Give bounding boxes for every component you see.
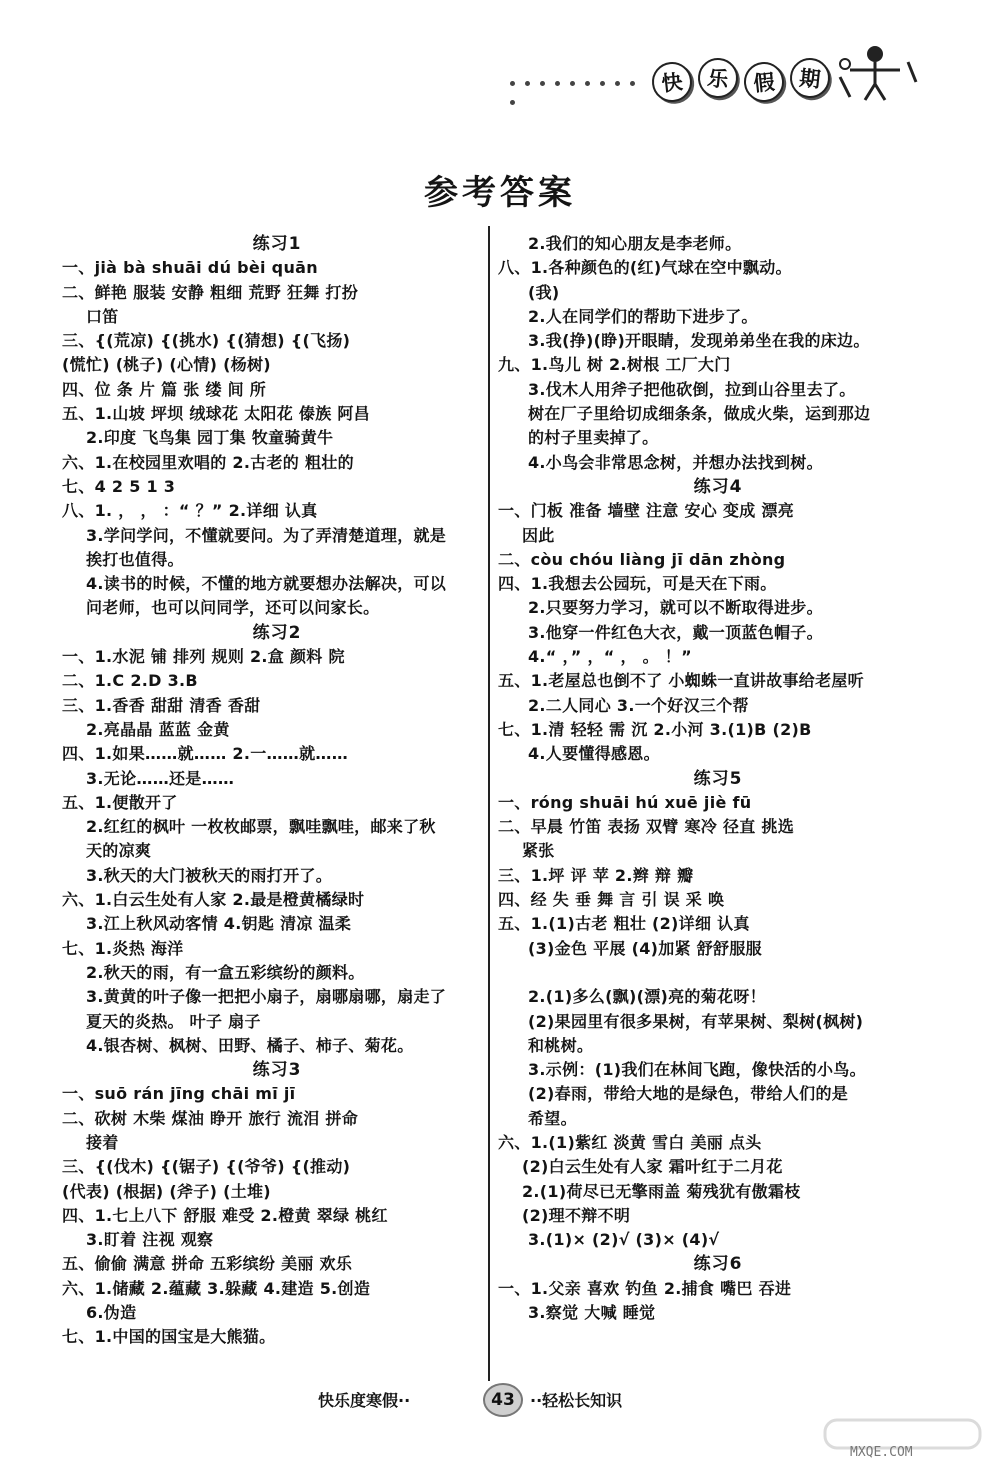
answer-line: (2)理不辩不明 bbox=[522, 1205, 631, 1225]
answer-line: 3.秋天的大门被秋天的雨打开了。 bbox=[86, 865, 333, 885]
answer-line: 五、1.便散开了 bbox=[62, 792, 178, 812]
answer-line: 2.只要努力学习，就可以不断取得进步。 bbox=[528, 598, 823, 618]
answer-line: 2.印度 飞鸟集 园丁集 牧童骑黄牛 bbox=[86, 428, 334, 448]
answer-line: 七、1.清 轻轻 需 沉 2.小河 3.(1)B (2)B bbox=[498, 719, 812, 739]
answer-line: 6.伪造 bbox=[86, 1303, 137, 1323]
answer-line: 夏天的炎热。 叶子 扇子 bbox=[86, 1011, 261, 1031]
answer-line: 3.盯着 注视 观察 bbox=[86, 1230, 214, 1250]
answer-line: 4.读书的时候，不懂的地方就要想办法解决，可以 bbox=[86, 574, 447, 594]
answer-line: 2.我们的知心朋友是李老师。 bbox=[528, 234, 742, 253]
answer-line: (慌忙) (桃子) (心情) (杨树) bbox=[62, 355, 271, 375]
answer-line: 问老师，也可以问同学，还可以问家长。 bbox=[86, 598, 380, 618]
answer-line: 和桃树。 bbox=[528, 1035, 594, 1055]
answer-line: 紧张 bbox=[522, 841, 555, 861]
section-heading: 练习2 bbox=[252, 622, 302, 643]
answer-line: 五、偷偷 满意 拼命 五彩缤纷 美丽 欢乐 bbox=[62, 1254, 353, 1274]
answer-line: 六、1.储藏 2.蕴藏 3.躲藏 4.建造 5.创造 bbox=[62, 1278, 371, 1298]
footer-left-text: 快乐度寒假·· bbox=[318, 1391, 411, 1410]
answer-line: 4.人要懂得感恩。 bbox=[528, 744, 660, 764]
answer-line: 2.人在同学们的帮助下进步了。 bbox=[528, 306, 758, 326]
answer-line: 四、1.如果……就…… 2.一……就…… bbox=[62, 744, 348, 764]
answer-line: 3.学问学问，不懂就要问。为了弄清楚道理，就是 bbox=[86, 525, 447, 545]
answer-line: 五、1.(1)古老 粗壮 (2)详细 认真 bbox=[498, 914, 750, 934]
answer-line: 天的凉爽 bbox=[86, 841, 152, 861]
answer-line: 因此 bbox=[522, 525, 555, 545]
answer-line: 3.伐木人用斧子把他砍倒，拉到山谷里去了。 bbox=[528, 379, 856, 399]
answer-line: 一、1.父亲 喜欢 钓鱼 2.捕食 嘴巴 吞进 bbox=[498, 1278, 792, 1298]
header-title bbox=[652, 60, 830, 102]
answer-line: 2.秋天的雨，有一盒五彩缤纷的颜料。 bbox=[86, 962, 365, 982]
answer-line: 3.(1)× (2)√ (3)× (4)√ bbox=[528, 1230, 720, 1250]
answer-line: 3.我(挣)(睁)开眼睛，发现弟弟坐在我的床边。 bbox=[528, 331, 870, 351]
watermark-text: MXQE.COM bbox=[850, 1445, 913, 1460]
answer-line: 4.银杏树、枫树、田野、橘子、柿子、菊花。 bbox=[86, 1035, 414, 1055]
answer-line: 接着 bbox=[86, 1132, 119, 1152]
page-title: 参考答案 bbox=[424, 173, 576, 213]
footer-right-text: ··轻松长知识 bbox=[530, 1391, 623, 1410]
answer-line: (3)金色 平展 (4)加紧 舒舒服服 bbox=[528, 938, 762, 958]
cartoon-figure-icon bbox=[830, 42, 920, 102]
section-heading: 练习6 bbox=[693, 1254, 743, 1275]
answer-line: 3.无论……还是…… bbox=[86, 768, 235, 788]
answer-line: 4.“ ，” ，“ ， 。 ！” bbox=[528, 647, 692, 667]
answer-line: 三、1.香香 甜甜 清香 香甜 bbox=[62, 695, 261, 715]
answer-line: 口笛 bbox=[86, 306, 119, 326]
answer-line: 一、suō rán jīng chāi mī jī bbox=[62, 1084, 296, 1104]
answer-line: 四、1.七上八下 舒服 难受 2.橙黄 翠绿 桃红 bbox=[62, 1205, 388, 1225]
answer-line: 二、1.C 2.D 3.B bbox=[62, 671, 198, 691]
answer-line: 二、鲜艳 服装 安静 粗细 荒野 狂舞 打扮 bbox=[62, 282, 359, 302]
answer-line: 3.示例：(1)我们在林间飞跑，像快活的小鸟。 bbox=[528, 1060, 866, 1080]
answer-line: 树在厂子里给切成细条条，做成火柴，运到那边 bbox=[528, 404, 871, 424]
left-column bbox=[62, 232, 492, 1350]
answer-line: 二、早晨 竹笛 表扬 双臂 寒冷 径直 挑选 bbox=[498, 817, 795, 837]
answer-line: 八、1. ， ， ：“ ？” 2.详细 认真 bbox=[62, 501, 318, 521]
answer-line: 九、1.鸟儿 树 2.树根 工厂大门 bbox=[498, 355, 731, 375]
answer-line: 2.红红的枫叶 一枚枚邮票，飘哇飘哇，邮来了秋 bbox=[86, 817, 436, 837]
answer-line: 六、1.在校园里欢唱的 2.古老的 粗壮的 bbox=[62, 452, 354, 472]
header-char: 乐 bbox=[696, 56, 740, 100]
answer-line: (我) bbox=[528, 282, 560, 302]
section-heading: 练习4 bbox=[693, 476, 743, 497]
section-heading: 练习3 bbox=[252, 1060, 302, 1081]
header-char: 假 bbox=[742, 60, 786, 104]
answer-line: 的村子里卖掉了。 bbox=[528, 428, 659, 448]
answer-line bbox=[498, 961, 938, 985]
right-column bbox=[498, 232, 938, 1325]
page-number: 43 bbox=[483, 1383, 523, 1417]
answer-line: (代表) (根据) (斧子) (土堆) bbox=[62, 1181, 271, 1201]
answer-line: 七、4 2 5 1 3 bbox=[62, 476, 176, 496]
answer-line: 3.黄黄的叶子像一把把小扇子，扇哪扇哪，扇走了 bbox=[86, 987, 447, 1007]
answer-line: 四、1.我想去公园玩，可是天在下雨。 bbox=[498, 574, 777, 594]
answer-line: 七、1.中国的国宝是大熊猫。 bbox=[62, 1327, 276, 1347]
answer-line: 七、1.炎热 海洋 bbox=[62, 938, 184, 958]
answer-line: 八、1.各种颜色的(红)气球在空中飘动。 bbox=[498, 258, 792, 278]
answer-line: 二、砍树 木柴 煤油 睁开 旅行 流泪 拼命 bbox=[62, 1108, 359, 1128]
section-heading: 练习5 bbox=[693, 768, 743, 789]
header-dots bbox=[505, 75, 650, 89]
answer-line: 一、1.水泥 铺 排列 规则 2.盒 颜料 院 bbox=[62, 647, 345, 667]
answer-line: 一、门板 准备 墙壁 注意 安心 变成 漂亮 bbox=[498, 501, 795, 521]
answer-line: 2.(1)荷尽已无擎雨盖 菊残犹有傲霜枝 bbox=[522, 1181, 801, 1201]
answer-line: (2)春雨，带给大地的是绿色，带给人们的是 bbox=[528, 1084, 849, 1104]
answer-line: 四、位 条 片 篇 张 缕 间 所 bbox=[62, 379, 267, 399]
answer-line: 六、1.白云生处有人家 2.最是橙黄橘绿时 bbox=[62, 890, 365, 910]
section-heading: 练习1 bbox=[252, 234, 302, 254]
answer-line: 四、经 失 垂 舞 言 引 误 采 唤 bbox=[498, 890, 725, 910]
answer-line: 二、còu chóu liàng jī dān zhòng bbox=[498, 549, 786, 569]
header-char: 期 bbox=[788, 56, 832, 100]
answer-line: 三、1.坪 评 苹 2.辫 辩 瓣 bbox=[498, 865, 694, 885]
answer-line: 希望。 bbox=[528, 1108, 577, 1128]
answer-line: 五、1.山坡 坪坝 绒球花 太阳花 傣族 阿昌 bbox=[62, 404, 370, 424]
answer-line: 一、jià bà shuāi dú bèi quān bbox=[62, 258, 318, 278]
footer bbox=[0, 1380, 1000, 1420]
answer-line: 2.(1)多么(飘)(漂)亮的菊花呀！ bbox=[528, 987, 766, 1007]
answer-line: (2)白云生处有人家 霜叶红于二月花 bbox=[522, 1157, 783, 1177]
answer-line: 一、róng shuāi hú xuē jiè fū bbox=[498, 792, 752, 812]
answer-line: 2.二人同心 3.一个好汉三个帮 bbox=[528, 695, 749, 715]
answer-line: 三、{(荒凉) {(挑水) {(猜想) {(飞扬) bbox=[62, 331, 351, 351]
answer-line: 挨打也值得。 bbox=[86, 549, 184, 569]
answer-line: 4.小鸟会非常思念树，并想办法找到树。 bbox=[528, 452, 823, 472]
answer-line: 3.察觉 大喊 睡觉 bbox=[528, 1303, 656, 1323]
answer-line: 2.亮晶晶 蓝蓝 金黄 bbox=[86, 719, 230, 739]
answer-line: 三、{(伐木) {(锯子) {(爷爷) {(推动) bbox=[62, 1157, 351, 1177]
header-char: 快 bbox=[650, 60, 694, 104]
answer-line: 3.江上秋风动客情 4.钥匙 清凉 温柔 bbox=[86, 914, 352, 934]
answer-line: (2)果园里有很多果树，有苹果树、梨树(枫树) bbox=[528, 1011, 864, 1031]
answer-line: 六、1.(1)紫红 淡黄 雪白 美丽 点头 bbox=[498, 1132, 762, 1152]
answer-line: 五、1.老屋总也倒不了 小蜘蛛一直讲故事给老屋听 bbox=[498, 671, 864, 691]
answer-line: 3.他穿一件红色大衣，戴一顶蓝色帽子。 bbox=[528, 622, 823, 642]
